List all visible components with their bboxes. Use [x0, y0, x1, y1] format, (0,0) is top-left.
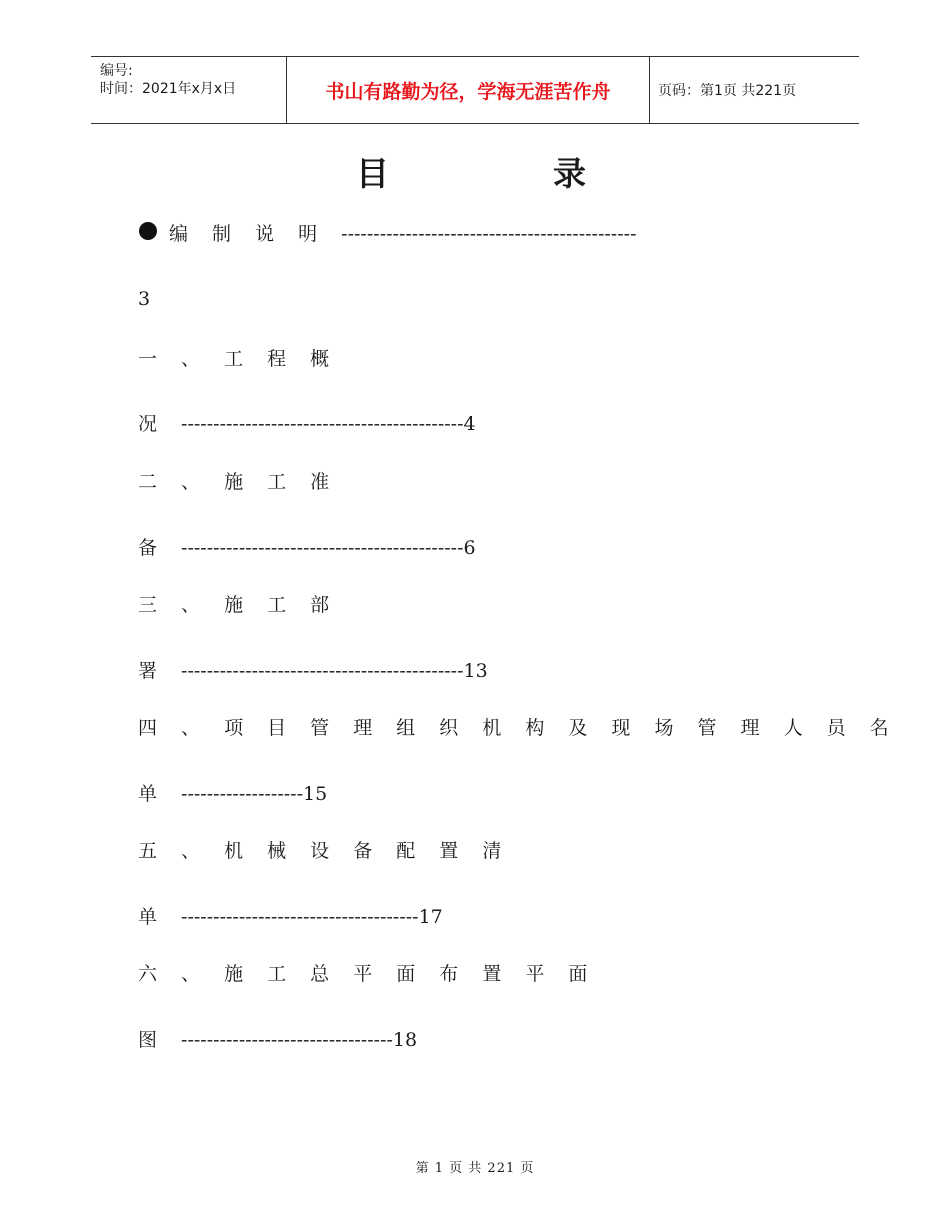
toc-entry-construction-prep[interactable]: [138, 467, 338, 494]
document-header: [91, 56, 859, 124]
header-page-info: 页码：第1页 共221页: [658, 83, 797, 99]
toc-leader: -------------------------------------: [181, 906, 419, 928]
toc-entry-title: 三 、 施 工 部: [138, 594, 339, 616]
toc-entry-site-plan-cont: 图 ---------------------------------18: [138, 1029, 418, 1051]
toc-entry-organization[interactable]: [138, 713, 898, 740]
toc-entry-title: 四 、 项 目 管 理 组 织 机 构 及 现 场 管 理 人 员 名: [138, 717, 898, 739]
toc-entry-deployment[interactable]: [138, 590, 338, 617]
toc-entry-deployment-cont: 署 --------------------------------------------13: [138, 660, 488, 682]
bullet-icon: [139, 222, 157, 240]
toc-page-number: 6: [463, 537, 476, 559]
toc-leader: --------------------------------------------: [181, 660, 464, 682]
toc-page-number: 18: [392, 1029, 418, 1051]
toc-page-number: 15: [303, 783, 328, 805]
toc-entry-organization-cont: 单 -------------------15: [138, 783, 328, 805]
toc-entry-page: 3: [138, 288, 151, 310]
time-label: 时间：2021年x月x日: [100, 81, 237, 97]
toc-entry-title: 一 、 工 程 概: [138, 348, 339, 370]
title-char-2: 录: [553, 154, 586, 193]
toc-leader: --------------------------------------------: [181, 413, 464, 435]
toc-entry-title: 二 、 施 工 准: [138, 471, 339, 493]
toc-entry-overview-cont: 况 --------------------------------------------4: [138, 413, 476, 435]
toc-entry-equipment[interactable]: [138, 836, 510, 863]
header-meta-cell: [91, 57, 287, 123]
toc-leader: ----------------------------------------------: [341, 223, 637, 245]
toc-leader: ---------------------------------: [181, 1029, 393, 1051]
toc-leader: --------------------------------------------: [181, 537, 464, 559]
toc-entry-title: 六 、 施 工 总 平 面 布 置 平 面: [138, 963, 597, 985]
toc-entry-title: 五 、 机 械 设 备 配 置 清: [138, 840, 511, 862]
page-footer: 第 1 页 共 221 页: [415, 1161, 535, 1176]
toc-page-number: 17: [418, 906, 443, 928]
toc-page-number: 13: [463, 660, 488, 682]
toc-entry-site-plan[interactable]: [138, 959, 596, 986]
number-label: 编号:: [100, 63, 133, 79]
page-title: [0, 148, 950, 192]
header-motto-cell: [287, 57, 650, 123]
toc-entry-overview[interactable]: [138, 344, 338, 371]
toc-leader: -------------------: [181, 783, 304, 805]
toc-entry-preparation[interactable]: [169, 219, 637, 246]
toc-page-number: 4: [463, 413, 476, 435]
title-char-1: 目: [356, 154, 389, 193]
motto-text: 书山有路勤为径，学海无涯苦作舟: [325, 80, 611, 103]
toc-entry-title: 编 制 说 明: [169, 223, 342, 245]
toc-entry-construction-prep-cont: 备 --------------------------------------------6: [138, 537, 476, 559]
toc-entry-equipment-cont: 单 -------------------------------------17: [138, 906, 443, 928]
